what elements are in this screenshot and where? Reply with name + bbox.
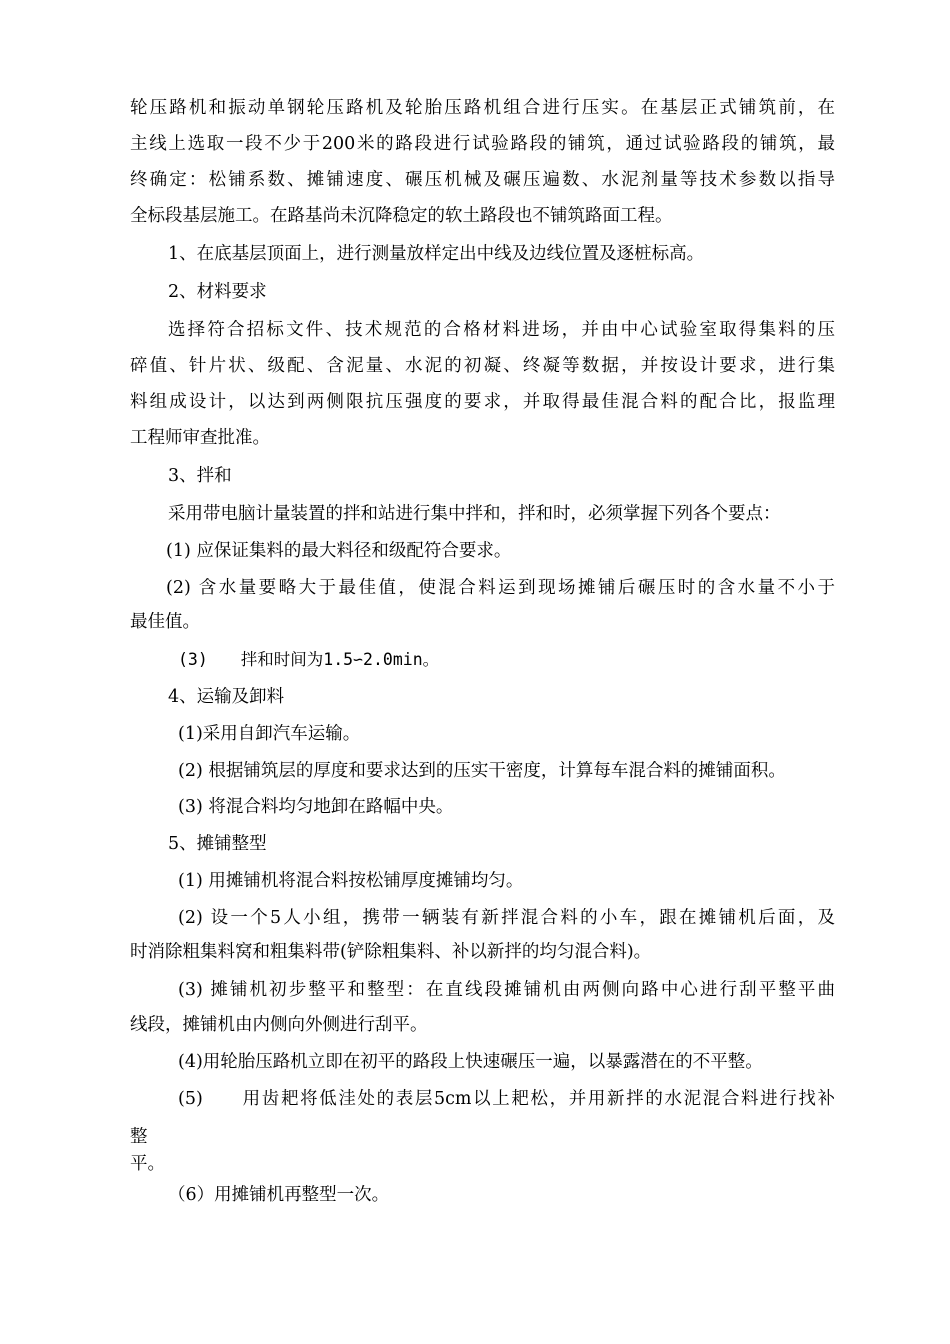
para-line: 选择符合招标文件、技术规范的合格材料进场，并由中心试验室取得集料的压 [168,320,835,340]
section-heading: 3、拌和 [168,466,232,486]
section-heading: 5、摊铺整型 [168,834,267,854]
section-line: 1、在底基层顶面上，进行测量放样定出中线及边线位置及逐桩标高。 [168,244,705,264]
list-item: (1)采用自卸汽车运输。 [178,724,361,744]
para-line: 料组成设计，以达到两侧限抗压强度的要求，并取得最佳混合料的配合比，报监理 [130,392,835,412]
list-item: (3) 摊铺机初步整平和整型：在直线段摊铺机由两侧向路中心进行刮平整平曲 [178,980,835,1000]
para-line: 平。 [130,1154,165,1174]
para-line: 主线上选取一段不少于200米的路段进行试验路段的铺筑，通过试验路段的铺筑，最 [130,134,835,154]
para-line: 碎值、针片状、级配、含泥量、水泥的初凝、终凝等数据，并按设计要求，进行集 [130,356,835,376]
para-line: 终确定：松铺系数、摊铺速度、碾压机械及碾压遍数、水泥剂量等技术参数以指导 [130,170,835,190]
para-line: 工程师审查批准。 [130,428,270,448]
list-item: (3) 拌和时间为1.5∽2.0min。 [178,650,440,669]
para-line: 最佳值。 [130,612,200,632]
list-item: (4)用轮胎压路机立即在初平的路段上快速碾压一遍，以暴露潜在的不平整。 [178,1052,763,1072]
para-line: 时消除粗集料窝和粗集料带(铲除粗集料、补以新拌的均匀混合料)。 [130,942,652,962]
para-line: 采用带电脑计量装置的拌和站进行集中拌和，拌和时，必须掌握下列各个要点： [168,504,781,524]
section-heading: 4、运输及卸料 [168,687,285,707]
para-line: 轮压路机和振动单钢轮压路机及轮胎压路机组合进行压实。在基层正式铺筑前，在 [130,98,835,118]
list-item: (1) 用摊铺机将混合料按松铺厚度摊铺均匀。 [178,871,524,891]
section-heading: 2、材料要求 [168,282,267,302]
list-item: （6）用摊铺机再整型一次。 [168,1185,390,1205]
list-item: (2) 含水量要略大于最佳值，使混合料运到现场摊铺后碾压时的含水量不小于 [166,578,835,598]
para-line: 整 [130,1127,148,1147]
list-item: (5) 用齿耙将低洼处的表层5cm以上耙松，并用新拌的水泥混合料进行找补 [178,1089,835,1109]
para-line: 全标段基层施工。在路基尚未沉降稳定的软土路段也不铺筑路面工程。 [130,206,673,226]
para-line: 线段，摊铺机由内侧向外侧进行刮平。 [130,1015,428,1035]
list-item: (1) 应保证集料的最大料径和级配符合要求。 [166,541,512,561]
list-item: (2) 根据铺筑层的厚度和要求达到的压实干密度，计算每车混合料的摊铺面积。 [178,761,786,781]
list-item: (2) 设一个5人小组，携带一辆装有新拌混合料的小车，跟在摊铺机后面，及 [178,908,835,928]
list-item: (3) 将混合料均匀地卸在路幅中央。 [178,797,454,817]
